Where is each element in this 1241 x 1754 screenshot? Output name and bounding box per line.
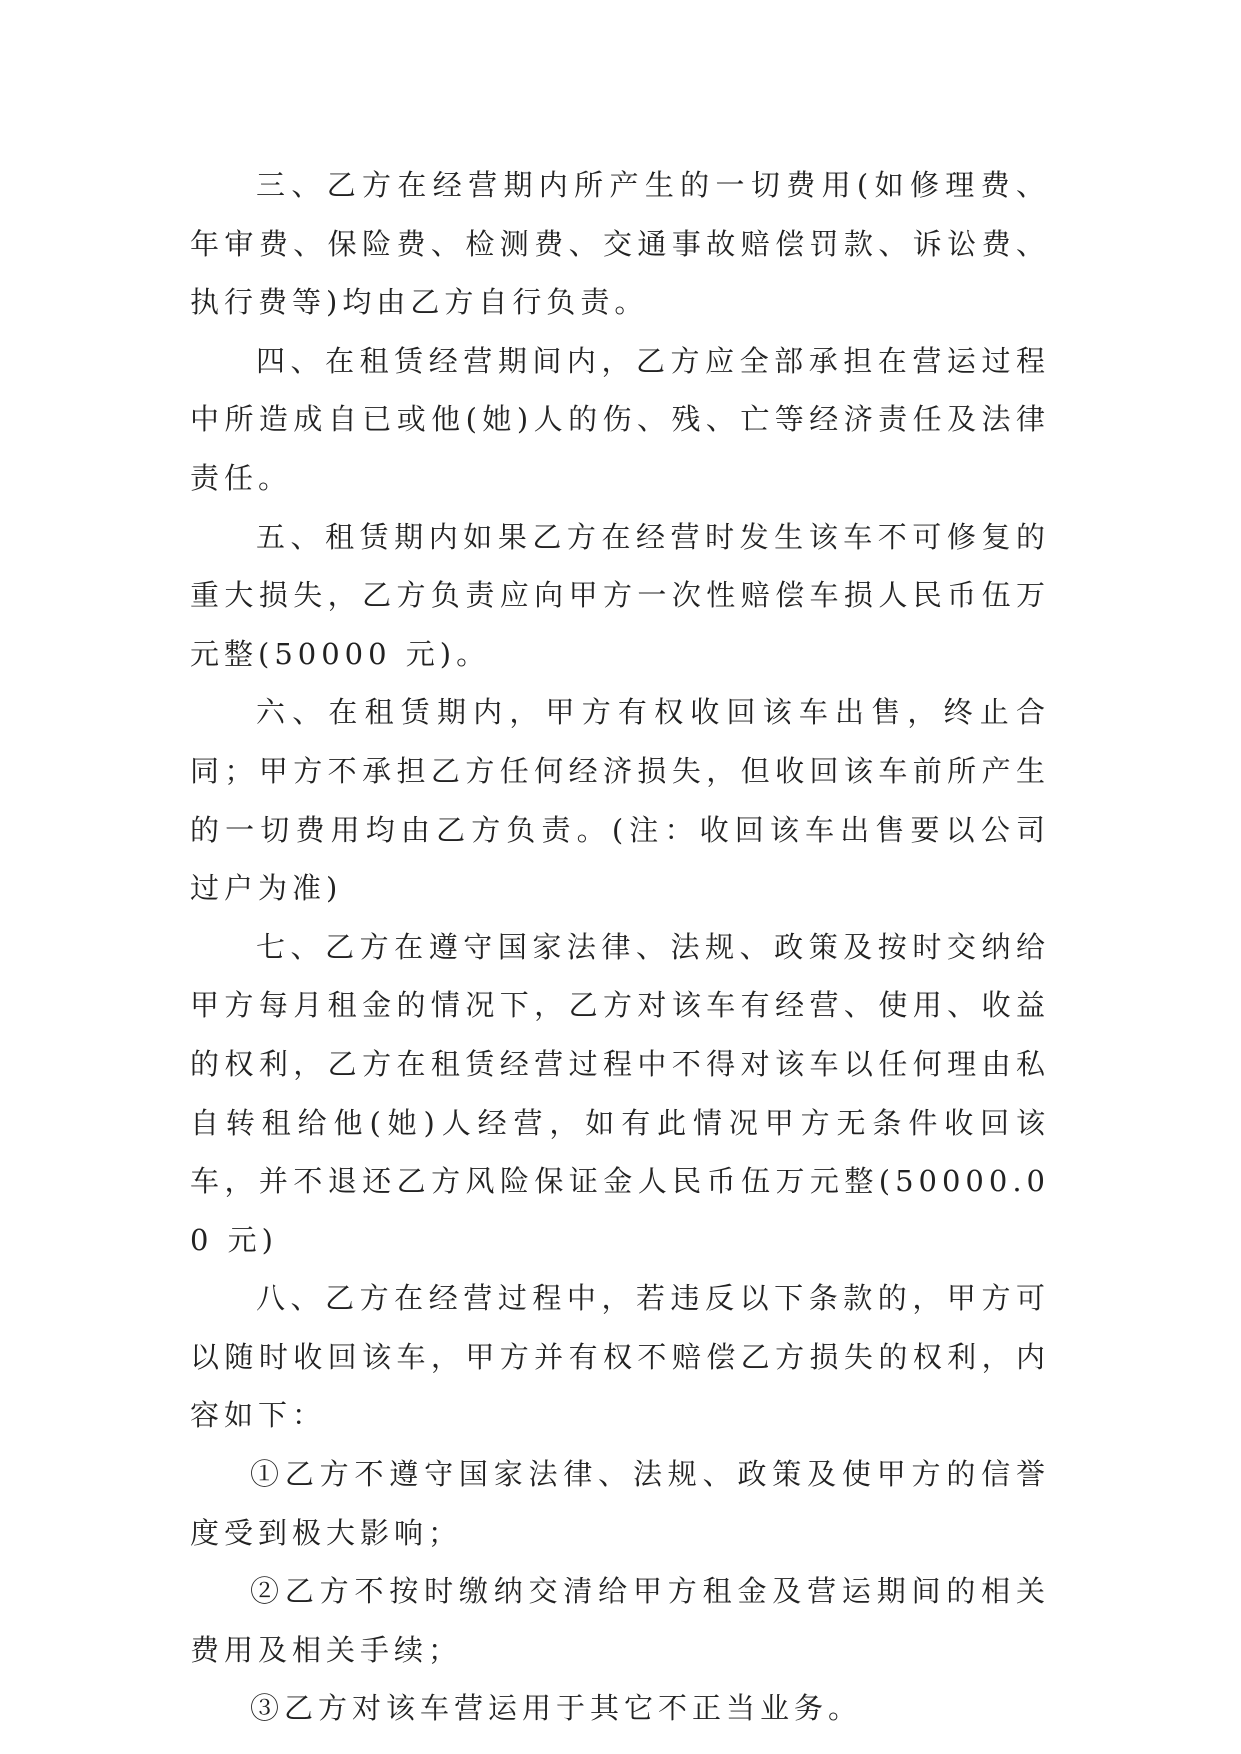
- clause-4-paragraph: 四、在租赁经营期间内，乙方应全部承担在营运过程中所造成自已或他(她)人的伤、残、亡等经济责任及法律责任。: [190, 343, 1050, 495]
- clause-3-paragraph: 三、乙方在经营期内所产生的一切费用(如修理费、年审费、保险费、检测费、交通事故赔偿罚款、诉讼费、执行费等)均由乙方自行负责。: [190, 168, 1050, 320]
- clause-8-paragraph: 八、乙方在经营过程中，若违反以下条款的，甲方可以随时收回该车，甲方并有权不赔偿乙方损失的权利，内容如下：: [190, 1281, 1050, 1433]
- clause-8-item-2: ②乙方不按时缴纳交清给甲方租金及营运期间的相关费用及相关手续；: [190, 1574, 1050, 1667]
- clause-6-paragraph: 六、在租赁期内，甲方有权收回该车出售，终止合同；甲方不承担乙方任何经济损失，但收回该车前所产生的一切费用均由乙方负责。(注：收回该车出售要以公司过户为准): [190, 695, 1050, 906]
- clause-5-paragraph: 五、租赁期内如果乙方在经营时发生该车不可修复的重大损失，乙方负责应向甲方一次性赔偿车损人民币伍万元整(50000 元)。: [190, 519, 1050, 671]
- document-body: [190, 156, 1050, 1738]
- clause-8-item-3: ③乙方对该车营运用于其它不正当业务。: [250, 1691, 863, 1726]
- clause-7-paragraph: 七、乙方在遵守国家法律、法规、政策及按时交纳给甲方每月租金的情况下，乙方对该车有经营、使用、收益的权利，乙方在租赁经营过程中不得对该车以任何理由私自转租给他(她)人经营，如有此情况甲方无条件收回该车，并不退还乙方风险保证金人民币伍万元整(50000.00 元): [190, 929, 1050, 1257]
- clause-8-item-1: ①乙方不遵守国家法律、法规、政策及使甲方的信誉度受到极大影响；: [190, 1457, 1050, 1550]
